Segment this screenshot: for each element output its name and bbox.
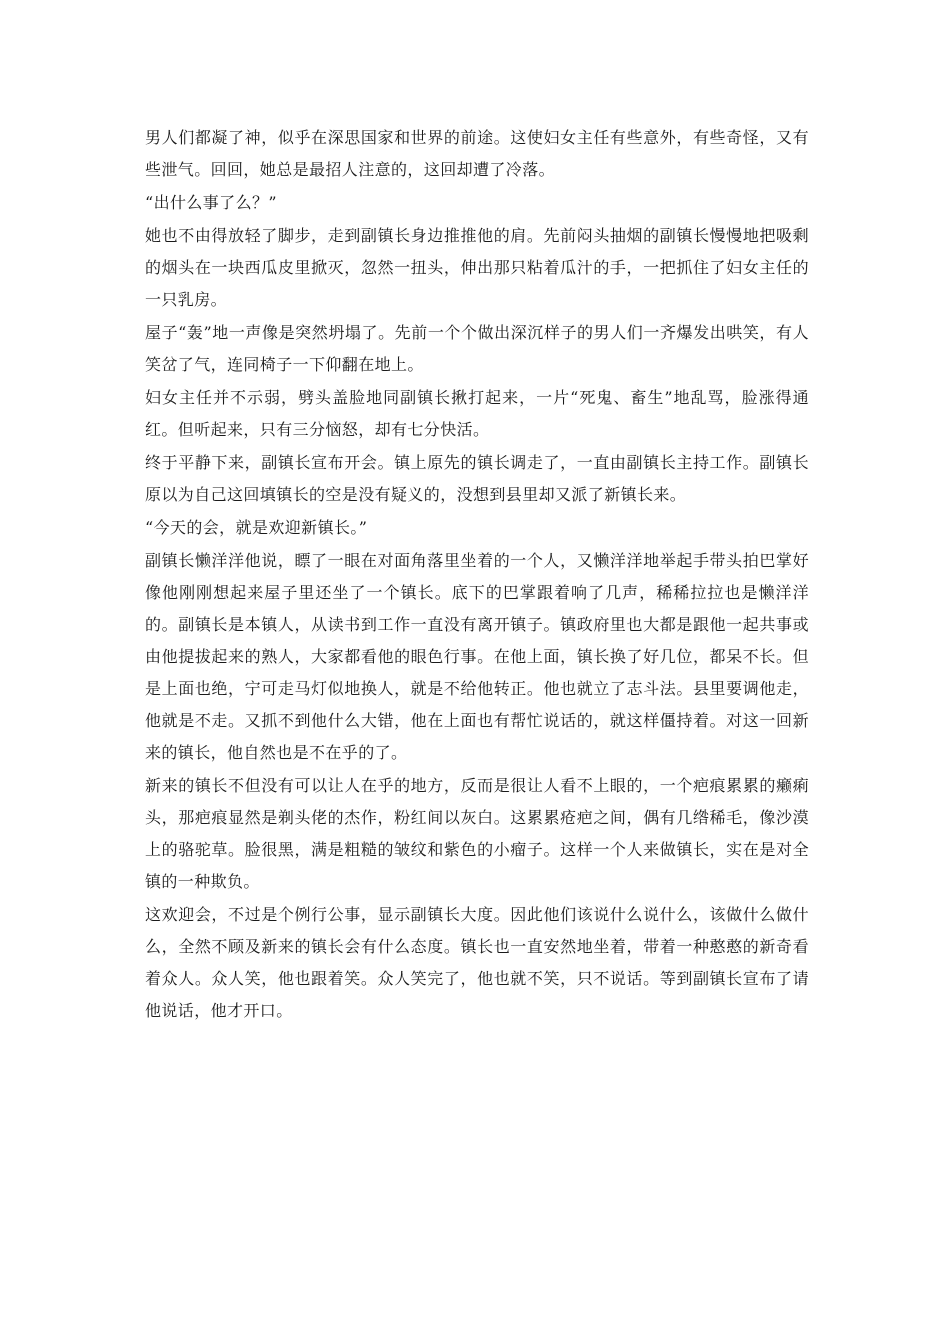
paragraph: “出什么事了么？” <box>145 193 277 212</box>
paragraph: 副镇长懒洋洋他说，瞟了一眼在对面角落里坐着的一个人，又懒洋洋地举起手带头拍巴掌好像他刚刚想起来屋子里还坐了一个镇长。底下的巴掌跟着响了几声，稀稀拉拉也是懒洋洋的。副镇长是本镇人，从读书到工作一直没有离开镇子。镇政府里也大都是跟他一起共事或由他提拔起来的熟人，大家都看他的眼色行事。在他上面，镇长换了好几位，都呆不长。但是上面也绝，宁可走马灯似地换人，就是不给他转正。他也就立了志斗法。县里要调他走，他就是不走。又抓不到他什么大错，他在上面也有帮忙说话的，就这样僵持着。对这一回新来的镇长，他自然也是不在乎的了。 <box>145 551 809 762</box>
paragraph: 屋子“轰”地一声像是突然坍塌了。先前一个个做出深沉样子的男人们一齐爆发出哄笑，有人笑岔了气，连同椅子一下仰翻在地上。 <box>145 323 809 374</box>
paragraph: 终于平静下来，副镇长宣布开会。镇上原先的镇长调走了，一直由副镇长主持工作。副镇长原以为自己这回填镇长的空是没有疑义的，没想到县里却又派了新镇长来。 <box>145 453 809 504</box>
paragraph: 她也不由得放轻了脚步，走到副镇长身边推推他的肩。先前闷头抽烟的副镇长慢慢地把吸剩的烟头在一块西瓜皮里掀灭，忽然一扭头，伸出那只粘着瓜汁的手，一把抓住了妇女主任的一只乳房。 <box>145 226 809 309</box>
paragraph: 妇女主任并不示弱，劈头盖脸地同副镇长揪打起来，一片“死鬼、畜生”地乱骂，脸涨得通红。但听起来，只有三分恼怒，却有七分快活。 <box>145 388 809 439</box>
document-body <box>145 122 809 1027</box>
paragraph: 新来的镇长不但没有可以让人在乎的地方，反而是很让人看不上眼的，一个疤痕累累的癞痢头，那疤痕显然是剃头佬的杰作，粉红间以灰白。这累累疮疤之间，偶有几绺稀毛，像沙漠上的骆驼草。脸很黑，满是粗糙的皱纹和紫色的小瘤子。这样一个人来做镇长，实在是对全镇的一种欺负。 <box>145 776 809 891</box>
paragraph: 男人们都凝了神，似乎在深思国家和世界的前途。这使妇女主任有些意外，有些奇怪，又有些泄气。回回，她总是最招人注意的，这回却遭了冷落。 <box>145 128 809 179</box>
paragraph: 这欢迎会，不过是个例行公事，显示副镇长大度。因此他们该说什么说什么，该做什么做什么，全然不顾及新来的镇长会有什么态度。镇长也一直安然地坐着，带着一种憨憨的新奇看着众人。众人笑，他也跟着笑。众人笑完了，他也就不笑，只不说话。等到副镇长宣布了请他说话，他才开口。 <box>145 905 809 1020</box>
paragraph: “今天的会，就是欢迎新镇长。” <box>145 518 368 537</box>
